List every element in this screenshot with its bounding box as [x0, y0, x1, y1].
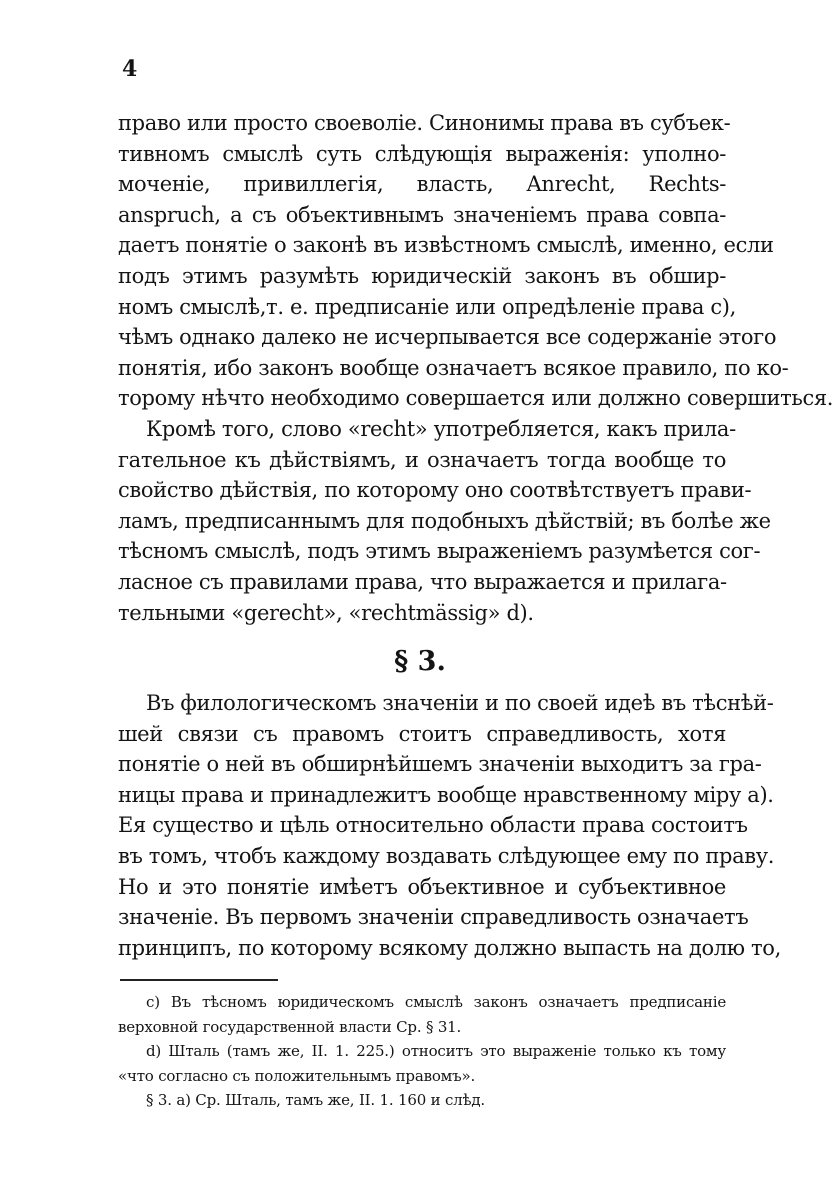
text-line: anspruch, а съ объективнымъ значеніемъ права совпа-: [118, 202, 726, 227]
text-line: тивномъ смыслѣ суть слѣдующія выраженія: уполно-: [118, 141, 726, 166]
text-line: тѣсномъ смыслѣ, подъ этимъ выраженіемъ разумѣется сог-: [118, 539, 761, 564]
text-line: ницы права и принадлежитъ вообще нравственному міру a).: [118, 782, 774, 807]
text-line: тельными «gerecht», «rechtmässig» d).: [118, 600, 534, 625]
text-line: понятіе о ней въ обширнѣйшемъ значеніи выходитъ за гра-: [118, 752, 762, 777]
text-line: моченіе, привиллегія, власть, Anrecht, Rechts-: [118, 172, 726, 197]
footnote-s3-a: § 3. a) Ср. Шталь, тамъ же, II. 1. 160 и слѣд.: [146, 1091, 485, 1109]
text-line: подъ этимъ разумѣть юридическій законъ въ обшир-: [118, 263, 726, 288]
text-line: гательное къ дѣйствіямъ, и означаетъ тогда вообще то: [118, 447, 726, 472]
text-line: Но и это понятіе имѣетъ объективное и субъективное: [118, 874, 726, 899]
text-line: номъ смыслѣ,т. е. предписаніе или опредѣленіе права c),: [118, 294, 736, 319]
text-line: шей связи съ правомъ стоитъ справедливость, хотя: [118, 721, 726, 746]
text-line: даетъ понятіе о законѣ въ извѣстномъ смыслѣ, именно, если: [118, 233, 774, 258]
page-number: 4: [122, 56, 138, 82]
footnote-c-continued: верховной государственной власти Ср. § 31.: [118, 1017, 462, 1036]
footnote-divider: [120, 979, 278, 981]
text-line: торому нѣчто необходимо совершается или должно совершиться.: [118, 386, 834, 411]
footnote-d: d) Шталь (тамъ же, II. 1. 225.) относитъ это выраженіе только къ тому: [146, 1042, 726, 1060]
footnote-d-continued: «что согласно съ положительнымъ правомъ».: [118, 1066, 476, 1085]
text-line: принципъ, по которому всякому должно выпасть на долю то,: [118, 935, 781, 960]
text-line: Кромѣ того, слово «recht» употребляется, какъ прила-: [146, 416, 736, 441]
text-line: ламъ, предписаннымъ для подобныхъ дѣйствій; въ болѣе же: [118, 508, 771, 533]
paragraph-justice: [118, 688, 781, 963]
text-line: понятія, ибо законъ вообще означаетъ всякое правило, по ко-: [118, 355, 789, 380]
text-line: ласное съ правилами права, что выражается и прилага-: [118, 569, 727, 594]
text-line: значеніе. Въ первомъ значеніи справедливость означаетъ: [118, 905, 749, 930]
paragraph-rights-synonyms: [118, 108, 834, 628]
text-line: чѣмъ однако далеко не исчерпывается все содержаніе этого: [118, 325, 777, 350]
footnotes: [118, 990, 726, 1113]
text-line: въ томъ, чтобъ каждому воздавать слѣдующее ему по праву.: [118, 843, 775, 868]
section-heading: § 3.: [394, 646, 446, 677]
text-line: свойство дѣйствія, по которому оно соотвѣтствуетъ прави-: [118, 478, 752, 503]
text-line: Ея существо и цѣль относительно области права состоитъ: [118, 813, 748, 838]
text-line: Въ филологическомъ значеніи и по своей идеѣ въ тѣснѣй-: [146, 691, 774, 715]
text-line: право или просто своеволіе. Синонимы права въ субъек-: [118, 111, 731, 135]
footnote-c: c) Въ тѣсномъ юридическомъ смыслѣ законъ означаетъ предписаніе: [146, 993, 726, 1011]
